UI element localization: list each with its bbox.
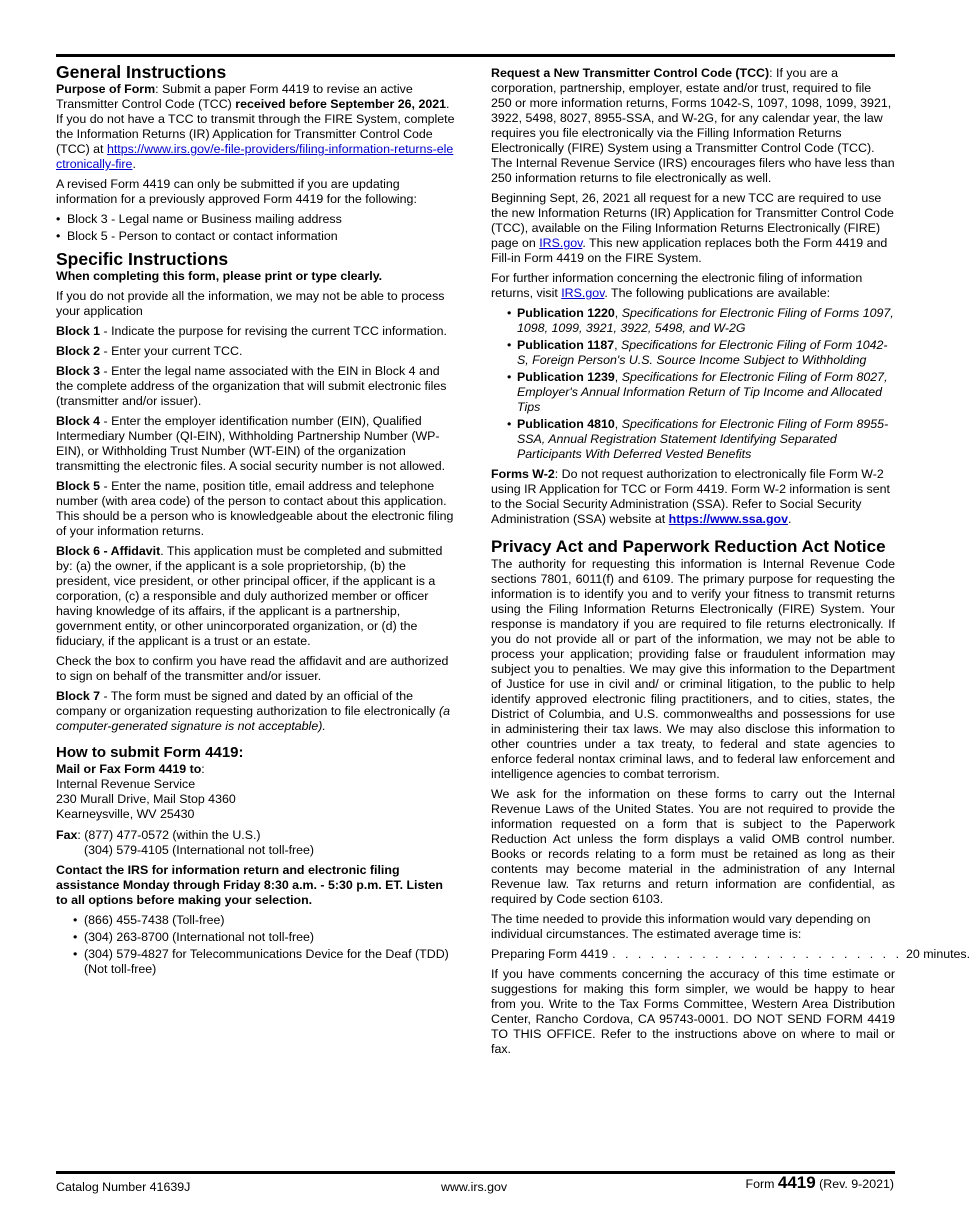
preparation-time: Preparing Form 4419 . . . . . . . . . . . . . . . . . . . . . . . 20 minutes. <box>491 947 970 961</box>
irs-gov-link[interactable]: IRS.gov <box>539 236 583 250</box>
print-note: When completing this form, please print or type clearly. <box>56 269 383 283</box>
form-identifier: Form 4419 (Rev. 9-2021) <box>745 1173 894 1192</box>
checkbox-paragraph: Check the box to confirm you have read the affidavit and are authorized to sign on behalf of the transmitter and/or issuer. <box>56 654 449 683</box>
missing-info-paragraph: If you do not provide all the information, we may not be able to process your application <box>56 289 445 318</box>
fire-application-link[interactable]: https://www.irs.gov/e-file-providers/filing-information-returns-electronically-fire <box>56 142 454 171</box>
beginning-paragraph: Beginning Sept, 26, 2021 all request for a new TCC are required to use the new Information Returns (IR) Application for Transmitter Control Code (TCC), available on the Filing Information Returns Electronically (FIRE) page on IRS.gov. This new application replaces both the Form 4419 and Fill-in Form 4419 on the FIRE System. <box>491 191 894 265</box>
revised-blocks-list <box>56 212 458 244</box>
address-line: 230 Murall Drive, Mail Stop 4360 <box>56 792 236 806</box>
forms-w2-paragraph: Forms W-2: Do not request authorization to electronically file Form W-2 using IR Application for TCC or Form 4419. Form W-2 information is sent to the Social Security Administration (SSA). Refer to Social Security Administration (SSA) website at https://www.ssa.gov. <box>491 467 890 526</box>
list-item: • Publication 1239, Specifications for Electronic Filing of Form 8027, Employer's Annual Information Return of Tip Income and Allocated Tips <box>491 370 895 415</box>
purpose-paragraph: Purpose of Form: Submit a paper Form 4419 to revise an active Transmitter Control Code (TCC) received before September 26, 2021. If you do not have a TCC to transmit through the FIRE System, complete the Information Returns (IR) Application for Transmitter Control Code (TCC) at https://www.irs.gov/e-file-providers/filing-information-returns-electronically-fire. <box>56 82 455 171</box>
block3-paragraph: Block 3 - Enter the legal name associated with the EIN in Block 4 and the complete address of the organization that will submit electronic files (transmitter and/or issuer). <box>56 364 447 408</box>
right-column <box>491 66 970 1062</box>
block2-paragraph: Block 2 - Enter your current TCC. <box>56 344 243 358</box>
list-item: • Publication 4810, Specifications for Electronic Filing of Form 8955-SSA, Annual Registration Statement Identifying Separated Participants With Deferred Vested Benefits <box>491 417 895 462</box>
block5-paragraph: Block 5 - Enter the name, position title, email address and telephone number (with area code) of the person to contact about this application. This should be a person who is knowledgeable about the electronic filing of your information returns. <box>56 479 454 538</box>
request-tcc-paragraph: Request a New Transmitter Control Code (TCC): If you are a corporation, partnership, employer, estate and/or trust, required to file 250 or more information returns, Forms 1042-S, 1097, 1098, 1099, 3921, 3922, 5498, 8027, 8955-SSA, and W-2G, for any calendar year, the law requires you file electronically via the Filling Information Returns Electronically (FIRE) System using a Transmitter Control Code (TCC). The Internal Revenue Service (IRS) encourages filers who have less than 250 information returns to file electronically as well. <box>491 66 895 185</box>
block6-paragraph: Block 6 - Affidavit. This application must be completed and submitted by: (a) the owner, if the applicant is a sole proprietorship, (b) the president, vice president, or other principal officer, if the applicant is a corporation, (c) a responsible and duly authorized member or officer having knowledge of its affairs, if the applicant is a partnership, government entity, or other unincorporated organization, or (d) the fiduciary, if the applicant is a trust or an estate. <box>56 544 443 648</box>
irs-address <box>56 777 458 822</box>
irs-website: www.irs.gov <box>441 1180 508 1194</box>
irs-gov-link[interactable]: IRS.gov <box>561 286 605 300</box>
list-item: • Block 5 - Person to contact or contact information <box>56 229 458 244</box>
catalog-number: Catalog Number 41639J <box>56 1180 191 1194</box>
ssa-gov-link[interactable]: https://www.ssa.gov <box>668 512 789 526</box>
block1-paragraph: Block 1 - Indicate the purpose for revising the current TCC information. <box>56 324 447 338</box>
privacy-act-heading: Privacy Act and Paperwork Reduction Act Notice <box>491 537 886 556</box>
mail-label: Mail or Fax Form 4419 to: <box>56 762 205 776</box>
block4-paragraph: Block 4 - Enter the employer identification number (EIN), Qualified Intermediary Number (QI-EIN), Withholding Partnership Number (WP-EIN), or Withholding Trust Number (WT-EIN) of the organization transmitting the electronic files. A social security number is not allowed. <box>56 414 446 473</box>
contact-irs-note: Contact the IRS for information return and electronic filing assistance Monday through Friday 8:30 a.m. - 5:30 p.m. ET. Listen to all options before making your selection. <box>56 863 443 907</box>
specific-instructions-heading: Specific Instructions <box>56 249 229 269</box>
left-column <box>56 62 458 982</box>
list-item: • Block 3 - Legal name or Business mailing address <box>56 212 458 227</box>
list-item: • Publication 1187, Specifications for Electronic Filing of Form 1042-S, Foreign Person's U.S. Source Income Subject to Withholding <box>491 338 895 368</box>
further-info-paragraph: For further information concerning the electronic filing of information returns, visit IRS.gov. The following publications are available: <box>491 271 863 300</box>
privacy-paragraph-4: If you have comments concerning the accuracy of this time estimate or suggestions for making this form simpler, we would be happy to hear from you. Write to the Tax Forms Committee, Western Area Distribution Center, Rancho Cordova, CA 95743-0001. DO NOT SEND FORM 4419 TO THIS OFFICE. Refer to the instructions above on where to mail or fax. <box>491 967 895 1056</box>
bottom-rule <box>56 1171 895 1174</box>
address-line: Internal Revenue Service <box>56 777 196 791</box>
list-item: • Publication 1220, Specifications for Electronic Filing of Forms 1097, 1098, 1099, 3921, 3922, 5498, and W-2G <box>491 306 895 336</box>
address-line: Kearneysville, WV 25430 <box>56 807 195 821</box>
publications-list <box>491 306 895 462</box>
fax-numbers: Fax: (877) 477-0572 (within the U.S.) (304) 579-4105 (International not toll-free) <box>56 828 315 857</box>
how-to-submit-heading: How to submit Form 4419: <box>56 744 244 761</box>
privacy-paragraph-2: We ask for the information on these forms to carry out the Internal Revenue Laws of the United States. You are not required to provide the information requested on a form that is subject to the Paperwork Reduction Act unless the form displays a valid OMB control number. Books or records relating to a form must be retained as long as their contents may become material in the administration of any Internal Revenue law. Tax returns and return information are confidential, as required by Code section 6103. <box>491 787 895 906</box>
list-item: • (866) 455-7438 (Toll-free) <box>56 913 458 928</box>
block7-paragraph: Block 7 - The form must be signed and dated by an official of the company or organization requesting authorization to file electronically (a computer-generated signature is not acceptable). <box>56 689 450 733</box>
list-item: • (304) 263-8700 (International not toll-free) <box>56 930 458 945</box>
list-item: • (304) 579-4827 for Telecommunications Device for the Deaf (TDD) (Not toll-free) <box>56 947 458 977</box>
phone-list <box>56 913 458 977</box>
general-instructions-heading: General Instructions <box>56 62 227 82</box>
revised-paragraph: A revised Form 4419 can only be submitted if you are updating information for a previously approved Form 4419 for the following: <box>56 177 417 206</box>
privacy-paragraph-3: The time needed to provide this information would vary depending on individual circumstances. The estimated average time is: <box>491 912 871 941</box>
privacy-paragraph-1: The authority for requesting this information is Internal Revenue Code sections 7801, 6011(f) and 6109. The primary purpose for requesting the information is to identify you and to verify your fitness to transmit returns using the Filing Information Returns Electronically (FIRE) System. Your response is mandatory if you are required to file returns electronically. If you do not provide all or part of the information, we may not be able to process your application; providing false or fraudulent information may subject you to penalties. We may give this information to the Department of Justice for use in civil and/ or criminal litigation, to the public to help identify approved electronic filing practitioners, and to cities, states, the District of Columbia, and U.S. commonwealths and possessions for use in administering their tax laws. We may also disclose this information to other countries under a tax treaty, to federal and state agencies to enforce federal nontax criminal laws, and to federal law enforcement and intelligence agencies to combat terrorism. <box>491 557 895 781</box>
top-rule <box>56 54 895 57</box>
